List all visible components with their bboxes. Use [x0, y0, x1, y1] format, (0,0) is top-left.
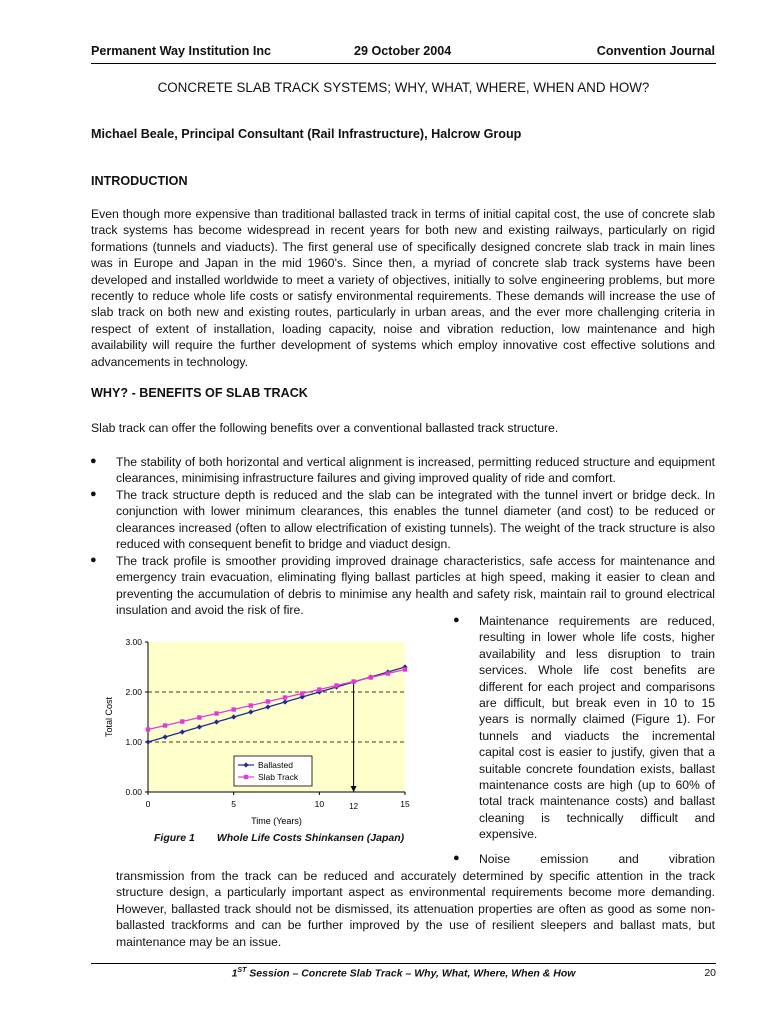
- why-heading: WHY? - BENEFITS OF SLAB TRACK: [91, 386, 308, 400]
- header-publisher: Permanent Way Institution Inc: [91, 44, 272, 58]
- paper-title: CONCRETE SLAB TRACK SYSTEMS; WHY, WHAT, WHERE, WHEN AND HOW?: [157, 80, 650, 95]
- session-number: 1: [231, 967, 238, 980]
- data-point: [403, 667, 407, 671]
- bullet-dot: ●: [90, 488, 97, 500]
- figure-caption-text: Whole Life Costs Shinkansen (Japan): [216, 832, 405, 844]
- intro-heading: INTRODUCTION: [91, 174, 188, 188]
- data-point: [180, 719, 184, 723]
- data-point: [334, 683, 338, 687]
- bullet-item: The track profile is smoother providing improved drainage characteristics, safe access for maintenance and emergency train evacuation, eliminating flying ballast particles at high speed, making it easier to clean and preventing the accumulation of debris to minimise any health and safety risk, maintain rail to ground electrical insulation and avoid the risk of fire.: [116, 554, 715, 618]
- header-journal: Convention Journal: [596, 44, 715, 58]
- data-point: [266, 699, 270, 703]
- data-point: [231, 707, 235, 711]
- header-date: 29 October 2004: [354, 44, 452, 58]
- session-title: Session – Concrete Slab Track – Why, What, Where, When & How: [246, 967, 576, 980]
- footer-session: [91, 967, 716, 980]
- y-axis-label: Total Cost: [104, 696, 114, 738]
- bullet-item: Noise emission and vibration: [479, 852, 715, 866]
- y-tick-label: 2.00: [125, 687, 142, 697]
- bullet-item: Maintenance requirements are reduced, resulting in lower whole life costs, higher availability and less disruption to train services. Whole life cost benefits are different for each project and comparisons are difficult, but break even in 10 to 15 years is normally claimed (Figure 1). For tunnels and viaducts the incremental capital cost is easier to justify, given that a suitable concrete foundation exists, ballast maintenance costs are high (up to 60% of total track maintenance costs) and ballast cleaning is technically difficult and expensive.: [479, 614, 715, 842]
- data-point: [369, 675, 373, 679]
- data-point: [249, 703, 253, 707]
- y-tick-label: 3.00: [125, 637, 142, 647]
- y-tick-label: 1.00: [125, 737, 142, 747]
- bullet-dot: ●: [90, 554, 97, 566]
- data-point: [386, 671, 390, 675]
- x-tick-label: 15: [400, 799, 410, 809]
- y-tick-label: 0.00: [125, 787, 142, 797]
- legend-swatch-marker: [244, 775, 248, 779]
- data-point: [197, 715, 201, 719]
- intro-paragraph: Even though more expensive than traditional ballasted track in terms of initial capital cost, the use of concrete slab track systems has become widespread in recent years for both new and existing railways, particularly on rigid formations (tunnels and viaducts). The first general use of specifically designed concrete slab track in main lines was in Europe and Japan in the mid 1960's. Since then, a myriad of concrete slab track systems have been developed and installed worldwide to meet a variety of objectives, initially to solve engineering problems, but more recently to reduce whole life costs or satisfy environmental requirements. These demands will increase the use of slab track on both new and existing routes, particularly in urban areas, and the ever more challenging criteria in respect of extent of installation, loading capacity, noise and vibration reduction, low maintenance and high availability will require the further development of systems which employ innovative cost effective solutions and advancements in technology.: [91, 207, 715, 369]
- data-point: [351, 679, 355, 683]
- bullet-dot: ●: [453, 852, 460, 864]
- author-line: Michael Beale, Principal Consultant (Rail Infrastructure), Halcrow Group: [91, 127, 522, 141]
- figure-number: Figure 1: [154, 832, 195, 844]
- figure-caption: [154, 832, 404, 844]
- bullet-dot: ●: [453, 614, 460, 626]
- footer-rule: [91, 963, 716, 964]
- data-point: [146, 727, 150, 731]
- data-point: [317, 687, 321, 691]
- data-point: [163, 723, 167, 727]
- data-point: [300, 691, 304, 695]
- x-tick-label: 5: [231, 799, 237, 809]
- bullet-dot: ●: [90, 455, 97, 467]
- why-lead: Slab track can offer the following benefits over a conventional ballasted track structure.: [91, 421, 559, 435]
- x-tick-label: 0: [145, 799, 151, 809]
- break-even-label: 12: [349, 802, 359, 811]
- bullet-item: The track structure depth is reduced and the slab can be integrated with the tunnel invert or bridge deck. In conjunction with lower minimum clearances, this enables the tunnel diameter (and cost) to be reduced or clearances increased (often to allow electrification of existing tunnels). The weight of the track structure is also reduced with consequent benefit to bridge and viaduct design.: [116, 488, 715, 552]
- session-ordinal: ST: [237, 967, 247, 974]
- data-point: [283, 695, 287, 699]
- x-axis-label: Time (Years): [251, 816, 302, 826]
- x-tick-label: 10: [314, 799, 325, 809]
- bullet-continuation: transmission from the track can be reduced and accurately determined by specific attention in the track structure design, a particularly important aspect as environmental requirements become more demanding. However, ballasted track should not be dismissed, its attenuation properties are often as good as some non-ballasted trackforms and can be further improved by the use of resilient sleepers and ballast mats, but maintenance may be an issue.: [116, 869, 715, 949]
- legend-entry: Slab Track: [258, 772, 299, 782]
- bullet-item: The stability of both horizontal and vertical alignment is increased, permitting reduced structure and equipment clearances, minimising infrastructure failures and giving improved quality of ride and comfort.: [116, 455, 715, 486]
- page-number: 20: [704, 967, 716, 979]
- legend-entry: Ballasted: [258, 760, 293, 770]
- header-rule: [91, 63, 716, 64]
- figure-1-chart: [98, 630, 428, 830]
- data-point: [214, 711, 218, 715]
